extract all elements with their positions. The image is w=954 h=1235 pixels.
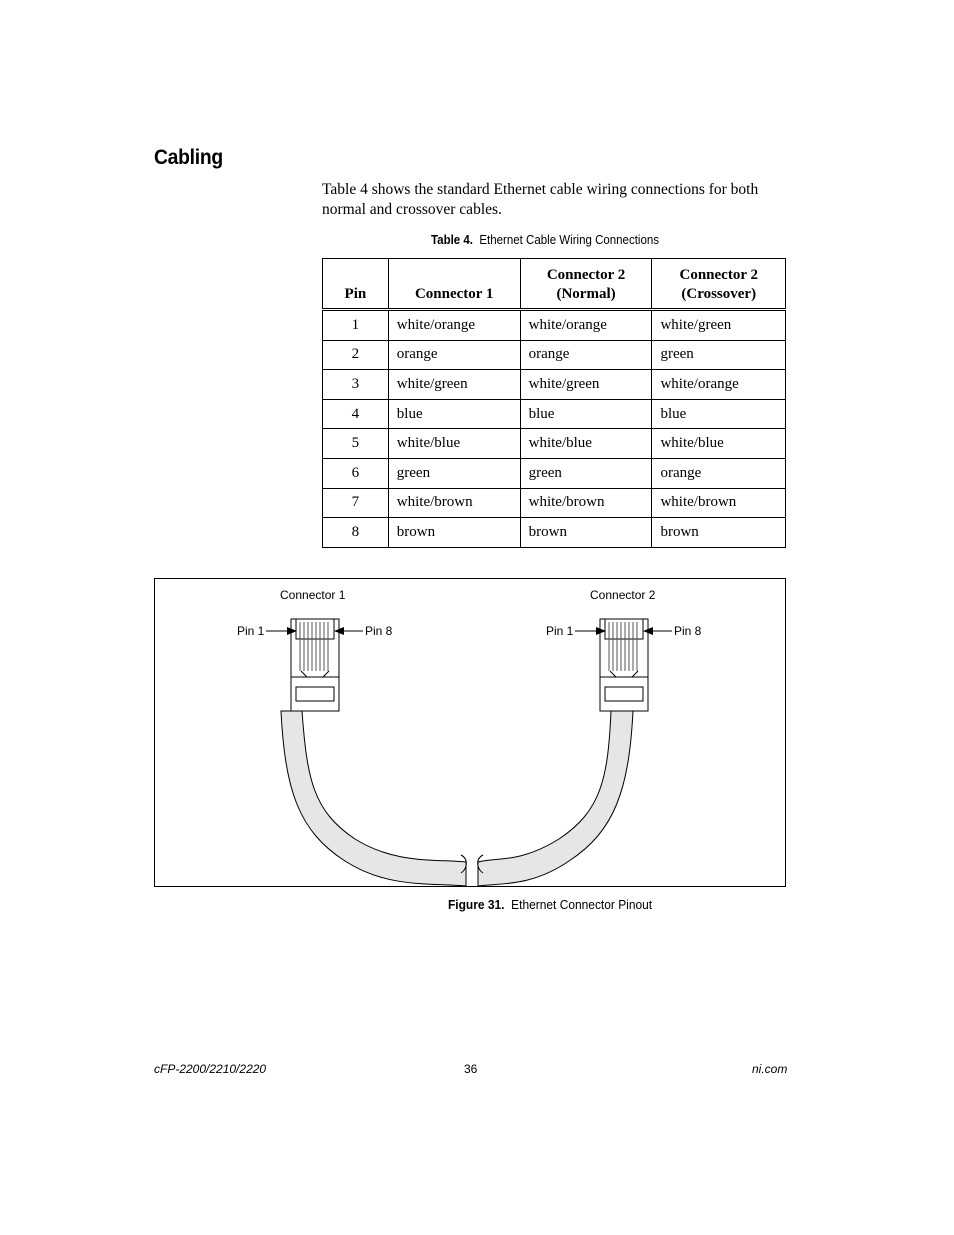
- cell-connector2-crossover: white/brown: [652, 488, 786, 518]
- figure-caption-text: Ethernet Connector Pinout: [511, 897, 653, 912]
- cell-connector2-crossover: orange: [652, 458, 786, 488]
- cable-right: [478, 711, 633, 886]
- header-connector2-crossover-line1: Connector 2: [679, 267, 758, 283]
- cell-pin: 7: [323, 488, 389, 518]
- cell-connector2-normal: white/orange: [520, 310, 652, 341]
- cell-connector1: orange: [388, 340, 520, 370]
- cell-connector1: white/blue: [388, 429, 520, 459]
- footer-product: cFP-2200/2210/2220: [154, 1062, 267, 1076]
- connector2-pin1-label: Pin 1: [546, 624, 574, 638]
- table-row: [323, 340, 786, 370]
- cell-connector2-normal: white/green: [520, 370, 652, 400]
- cell-connector2-crossover: white/blue: [652, 429, 786, 459]
- header-connector2-crossover: [652, 259, 786, 310]
- cell-connector2-crossover: brown: [652, 518, 786, 548]
- table-row: [323, 370, 786, 400]
- cell-connector1: green: [388, 458, 520, 488]
- cell-connector2-normal: green: [520, 458, 652, 488]
- figure-caption-label: Figure 31.: [448, 897, 505, 912]
- connector2-plug: [600, 619, 648, 711]
- figure-caption: [448, 897, 652, 912]
- table-header-row: [323, 259, 786, 310]
- cell-pin: 5: [323, 429, 389, 459]
- cell-connector2-normal: orange: [520, 340, 652, 370]
- cell-connector2-normal: brown: [520, 518, 652, 548]
- wiring-table: [322, 258, 786, 548]
- table-caption-label: Table 4.: [431, 233, 473, 247]
- connector2-label: Connector 2: [590, 588, 656, 602]
- table-row: [323, 458, 786, 488]
- header-pin: Pin: [323, 259, 389, 310]
- cell-connector2-crossover: green: [652, 340, 786, 370]
- footer-website: ni.com: [752, 1062, 788, 1076]
- header-connector2-normal-line2: (Normal): [556, 286, 616, 302]
- figure-ethernet-pinout: [154, 578, 786, 887]
- header-connector2-normal: [520, 259, 652, 310]
- cell-pin: 8: [323, 518, 389, 548]
- cell-connector1: white/orange: [388, 310, 520, 341]
- header-connector2-normal-line1: Connector 2: [546, 267, 626, 283]
- cable-left: [281, 711, 466, 886]
- header-connector1: Connector 1: [388, 259, 520, 310]
- table-caption-text: Ethernet Cable Wiring Connections: [479, 233, 660, 247]
- cell-connector2-normal: white/blue: [520, 429, 652, 459]
- connector2-pin8-label: Pin 8: [674, 624, 702, 638]
- table-row: [323, 429, 786, 459]
- connector1-plug: [291, 619, 339, 711]
- cell-connector2-normal: blue: [520, 399, 652, 429]
- connector1-label: Connector 1: [280, 588, 346, 602]
- table-caption: [431, 233, 659, 247]
- table-row: [323, 518, 786, 548]
- cell-connector2-normal: white/brown: [520, 488, 652, 518]
- cell-connector2-crossover: white/green: [652, 310, 786, 341]
- cell-connector1: white/green: [388, 370, 520, 400]
- table-row: [323, 310, 786, 341]
- cell-connector2-crossover: white/orange: [652, 370, 786, 400]
- cell-connector1: blue: [388, 399, 520, 429]
- section-heading: Cabling: [154, 146, 223, 169]
- header-connector2-crossover-line2: (Crossover): [681, 286, 757, 302]
- cell-connector2-crossover: blue: [652, 399, 786, 429]
- connector1-pin1-label: Pin 1: [237, 624, 265, 638]
- cell-connector1: white/brown: [388, 488, 520, 518]
- intro-paragraph: Table 4 shows the standard Ethernet cable wiring connections for both normal and crossover cables.: [322, 181, 759, 218]
- cell-pin: 6: [323, 458, 389, 488]
- cell-pin: 2: [323, 340, 389, 370]
- connector1-pin8-label: Pin 8: [365, 624, 393, 638]
- cell-pin: 3: [323, 370, 389, 400]
- cell-connector1: brown: [388, 518, 520, 548]
- cell-pin: 1: [323, 310, 389, 341]
- table-row: [323, 399, 786, 429]
- cell-pin: 4: [323, 399, 389, 429]
- table-row: [323, 488, 786, 518]
- footer-page-number: 36: [464, 1062, 478, 1076]
